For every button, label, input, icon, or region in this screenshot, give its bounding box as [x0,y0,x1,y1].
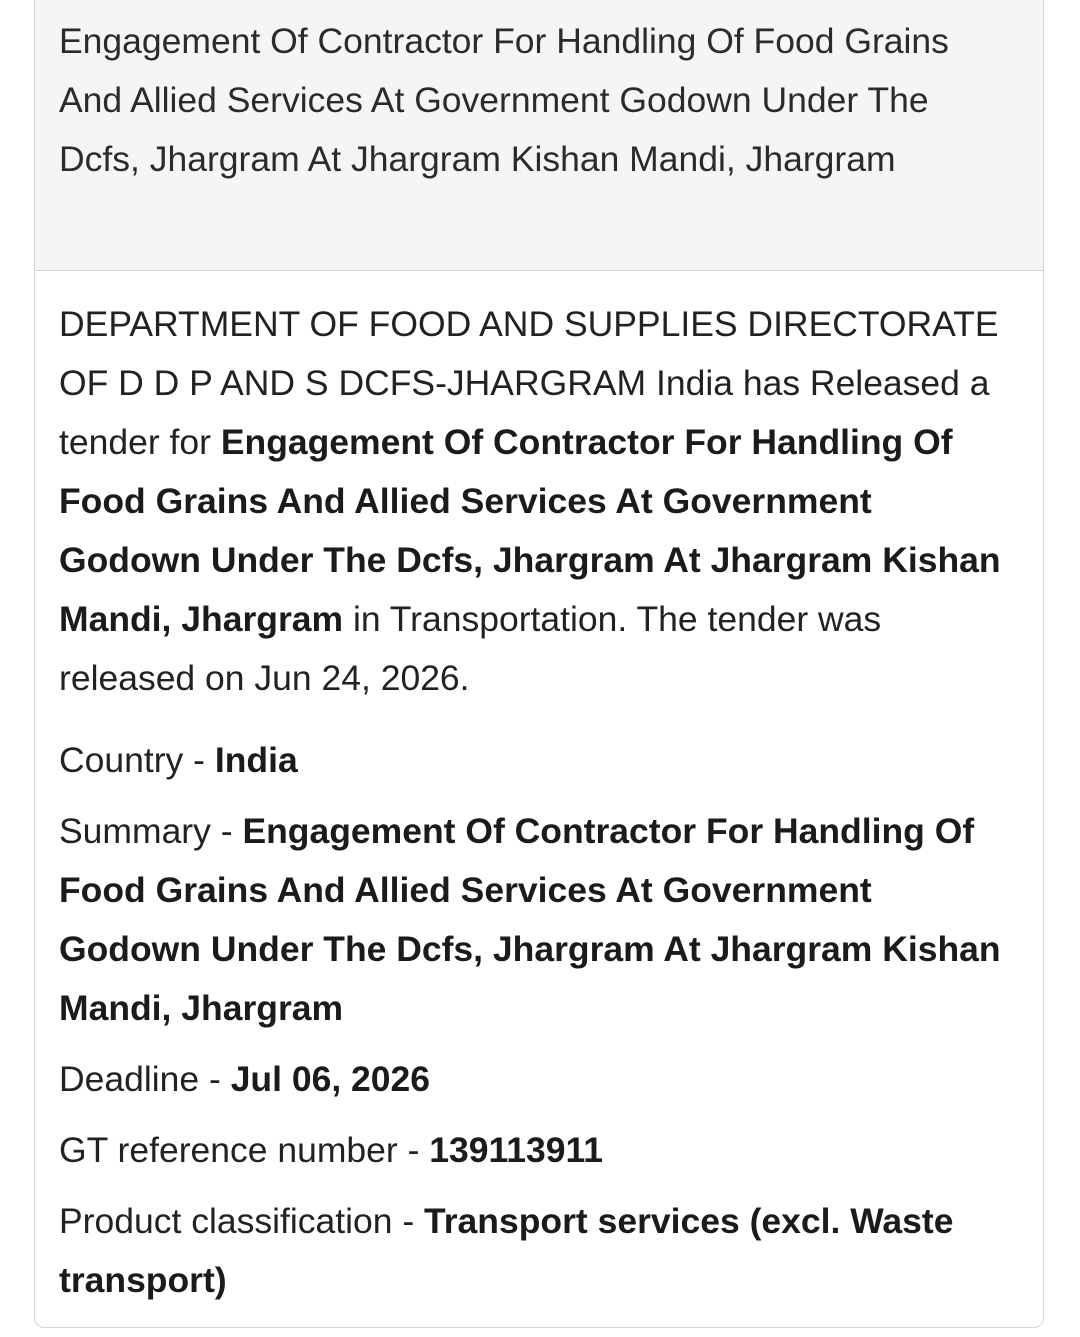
gt-reference-label: GT reference number - [59,1130,430,1170]
product-classification-row [59,1192,1019,1310]
tender-card [34,0,1044,1328]
product-classification-label: Product classification - [59,1201,425,1241]
country-value: India [214,740,298,780]
gt-reference-row [59,1121,1019,1180]
gt-reference-value: 139113911 [429,1130,604,1170]
description-org: DEPARTMENT OF FOOD AND SUPPLIES DIRECTORATE OF D D P AND S DCFS-JHARGRAM India has Released a tender for [59,304,999,462]
country-row [59,731,1019,790]
summary-label: Summary - [59,811,243,851]
tender-title: Engagement Of Contractor For Handling Of Food Grains And Allied Services At Government Godown Under The Dcfs, Jhargram At Jhargram Kishan Mandi, Jhargram [59,21,949,179]
description-release: in Transportation. The tender was released on Jun 24, 2026. [59,599,882,698]
description-title: Engagement Of Contractor For Handling Of Food Grains And Allied Services At Government Godown Under The Dcfs, Jhargram At Jhargram Kishan Mandi, Jhargram [59,422,1001,639]
deadline-row [59,1050,1019,1109]
summary-value: Engagement Of Contractor For Handling Of Food Grains And Allied Services At Government Godown Under The Dcfs, Jhargram At Jhargram Kishan Mandi, Jhargram [59,811,1001,1028]
tender-card-header [35,0,1043,271]
deadline-value: Jul 06, 2026 [230,1059,431,1099]
deadline-label: Deadline - [59,1059,231,1099]
tender-description [59,295,1019,708]
product-classification-value: Transport services (excl. Waste transport) [59,1201,954,1300]
country-label: Country - [59,740,215,780]
tender-card-body [35,271,1043,1310]
summary-row [59,802,1019,1038]
